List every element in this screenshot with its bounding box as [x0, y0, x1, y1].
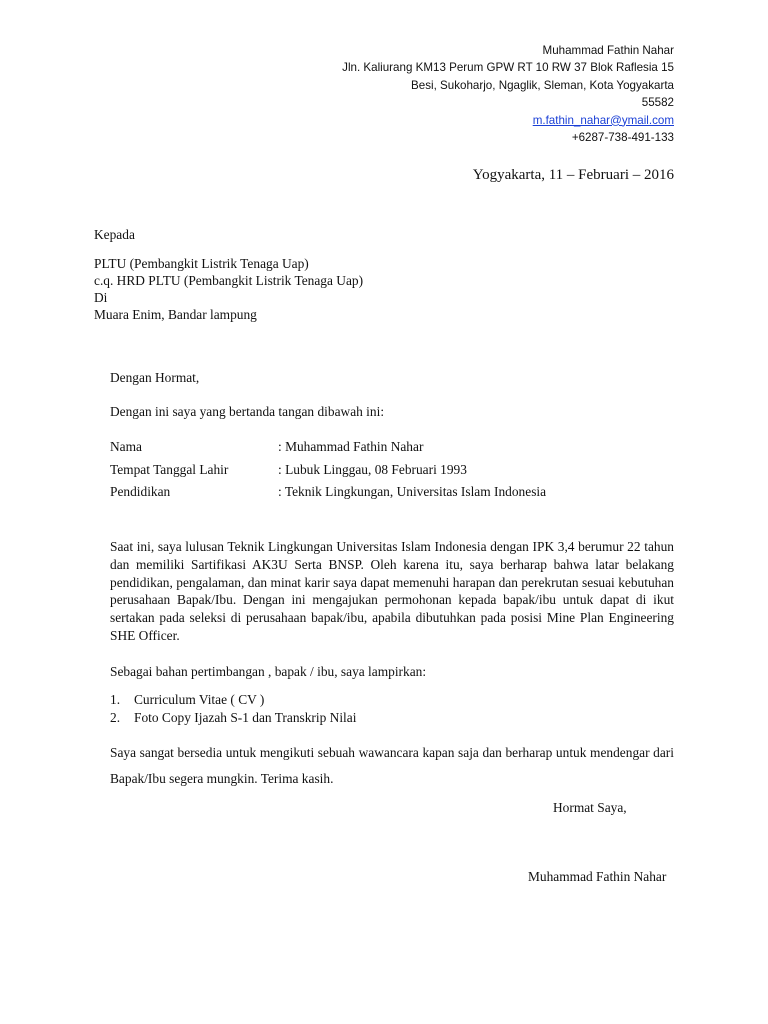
sender-phone: +6287-738-491-133: [571, 131, 674, 145]
identity-label: Pendidikan: [110, 484, 171, 499]
list-item: [110, 709, 356, 727]
identity-row-education: [110, 484, 680, 507]
closing-paragraph: Saya sangat bersedia untuk mengikuti sebuah wawancara kapan saja dan berharap untuk mendengar dari Bapak/Ibu segera mungkin. Terima kasih.: [110, 745, 674, 786]
letter-date: Yogyakarta, 11 – Februari – 2016: [472, 167, 674, 183]
recipient-line3: Di: [94, 290, 108, 305]
identity-value: : Teknik Lingkungan, Universitas Islam Indonesia: [278, 484, 547, 499]
sender-email-link[interactable]: m.fathin_nahar@ymail.com: [532, 113, 674, 127]
attachments-list: [110, 691, 356, 727]
identity-value: : Muhammad Fathin Nahar: [278, 439, 424, 454]
list-item-number: 1.: [110, 692, 121, 707]
greeting: Dengan Hormat,: [110, 370, 200, 385]
identity-row-name: [110, 439, 680, 462]
list-item-number: 2.: [110, 710, 121, 725]
recipient-line4: Muara Enim, Bandar lampung: [94, 307, 257, 322]
main-paragraph: Saat ini, saya lulusan Teknik Lingkungan Universitas Islam Indonesia dengan IPK 3,4 berumur 22 tahun dan memiliki Sartifikasi AK3U Serta BNSP. Oleh karena itu, saya berharap bahwa latar belakang pendidikan, pengalaman, dan minat karir saya dapat memenuhi harapan dan perekrutan sesuai kebutuhan perusahaan Bapak/Ibu. Dengan ini mengajukan permohonan kepada bapak/ibu untuk dapat di ikut sertakan pada seleksi di perusahaan bapak/ibu, apabila dibutuhkan pada posisi Mine Plan Engineering SHE Officer.: [110, 539, 674, 643]
regards: Hormat Saya,: [553, 800, 627, 815]
identity-label: Tempat Tanggal Lahir: [110, 461, 229, 477]
identity-table: [110, 439, 680, 507]
attachments-intro: Sebagai bahan pertimbangan , bapak / ibu, saya lampirkan:: [110, 664, 427, 679]
identity-value: : Lubuk Linggau, 08 Februari 1993: [278, 461, 467, 477]
sender-address-line1: Jln. Kaliurang KM13 Perum GPW RT 10 RW 37 Blok Raflesia 15: [342, 61, 674, 75]
sender-name: Muhammad Fathin Nahar: [542, 44, 674, 57]
recipient-block: [94, 226, 363, 323]
list-item-text: Foto Copy Ijazah S-1 dan Transkrip Nilai: [134, 710, 357, 725]
identity-row-birth: [110, 462, 680, 485]
recipient-line1: PLTU (Pembangkit Listrik Tenaga Uap): [94, 256, 309, 271]
sender-address-line2: Besi, Sukoharjo, Ngaglik, Sleman, Kota Yogyakarta: [411, 78, 674, 92]
sender-block: [342, 42, 674, 146]
sender-postal-code: 55582: [641, 96, 674, 110]
list-item: [110, 691, 356, 709]
recipient-kepada: Kepada: [94, 227, 135, 242]
recipient-line2: c.q. HRD PLTU (Pembangkit Listrik Tenaga Uap): [94, 273, 364, 288]
intro-text: Dengan ini saya yang bertanda tangan dibawah ini:: [110, 404, 385, 419]
list-item-text: Curriculum Vitae ( CV ): [134, 692, 265, 707]
identity-label: Nama: [110, 439, 142, 454]
signature-name: Muhammad Fathin Nahar: [528, 869, 667, 884]
